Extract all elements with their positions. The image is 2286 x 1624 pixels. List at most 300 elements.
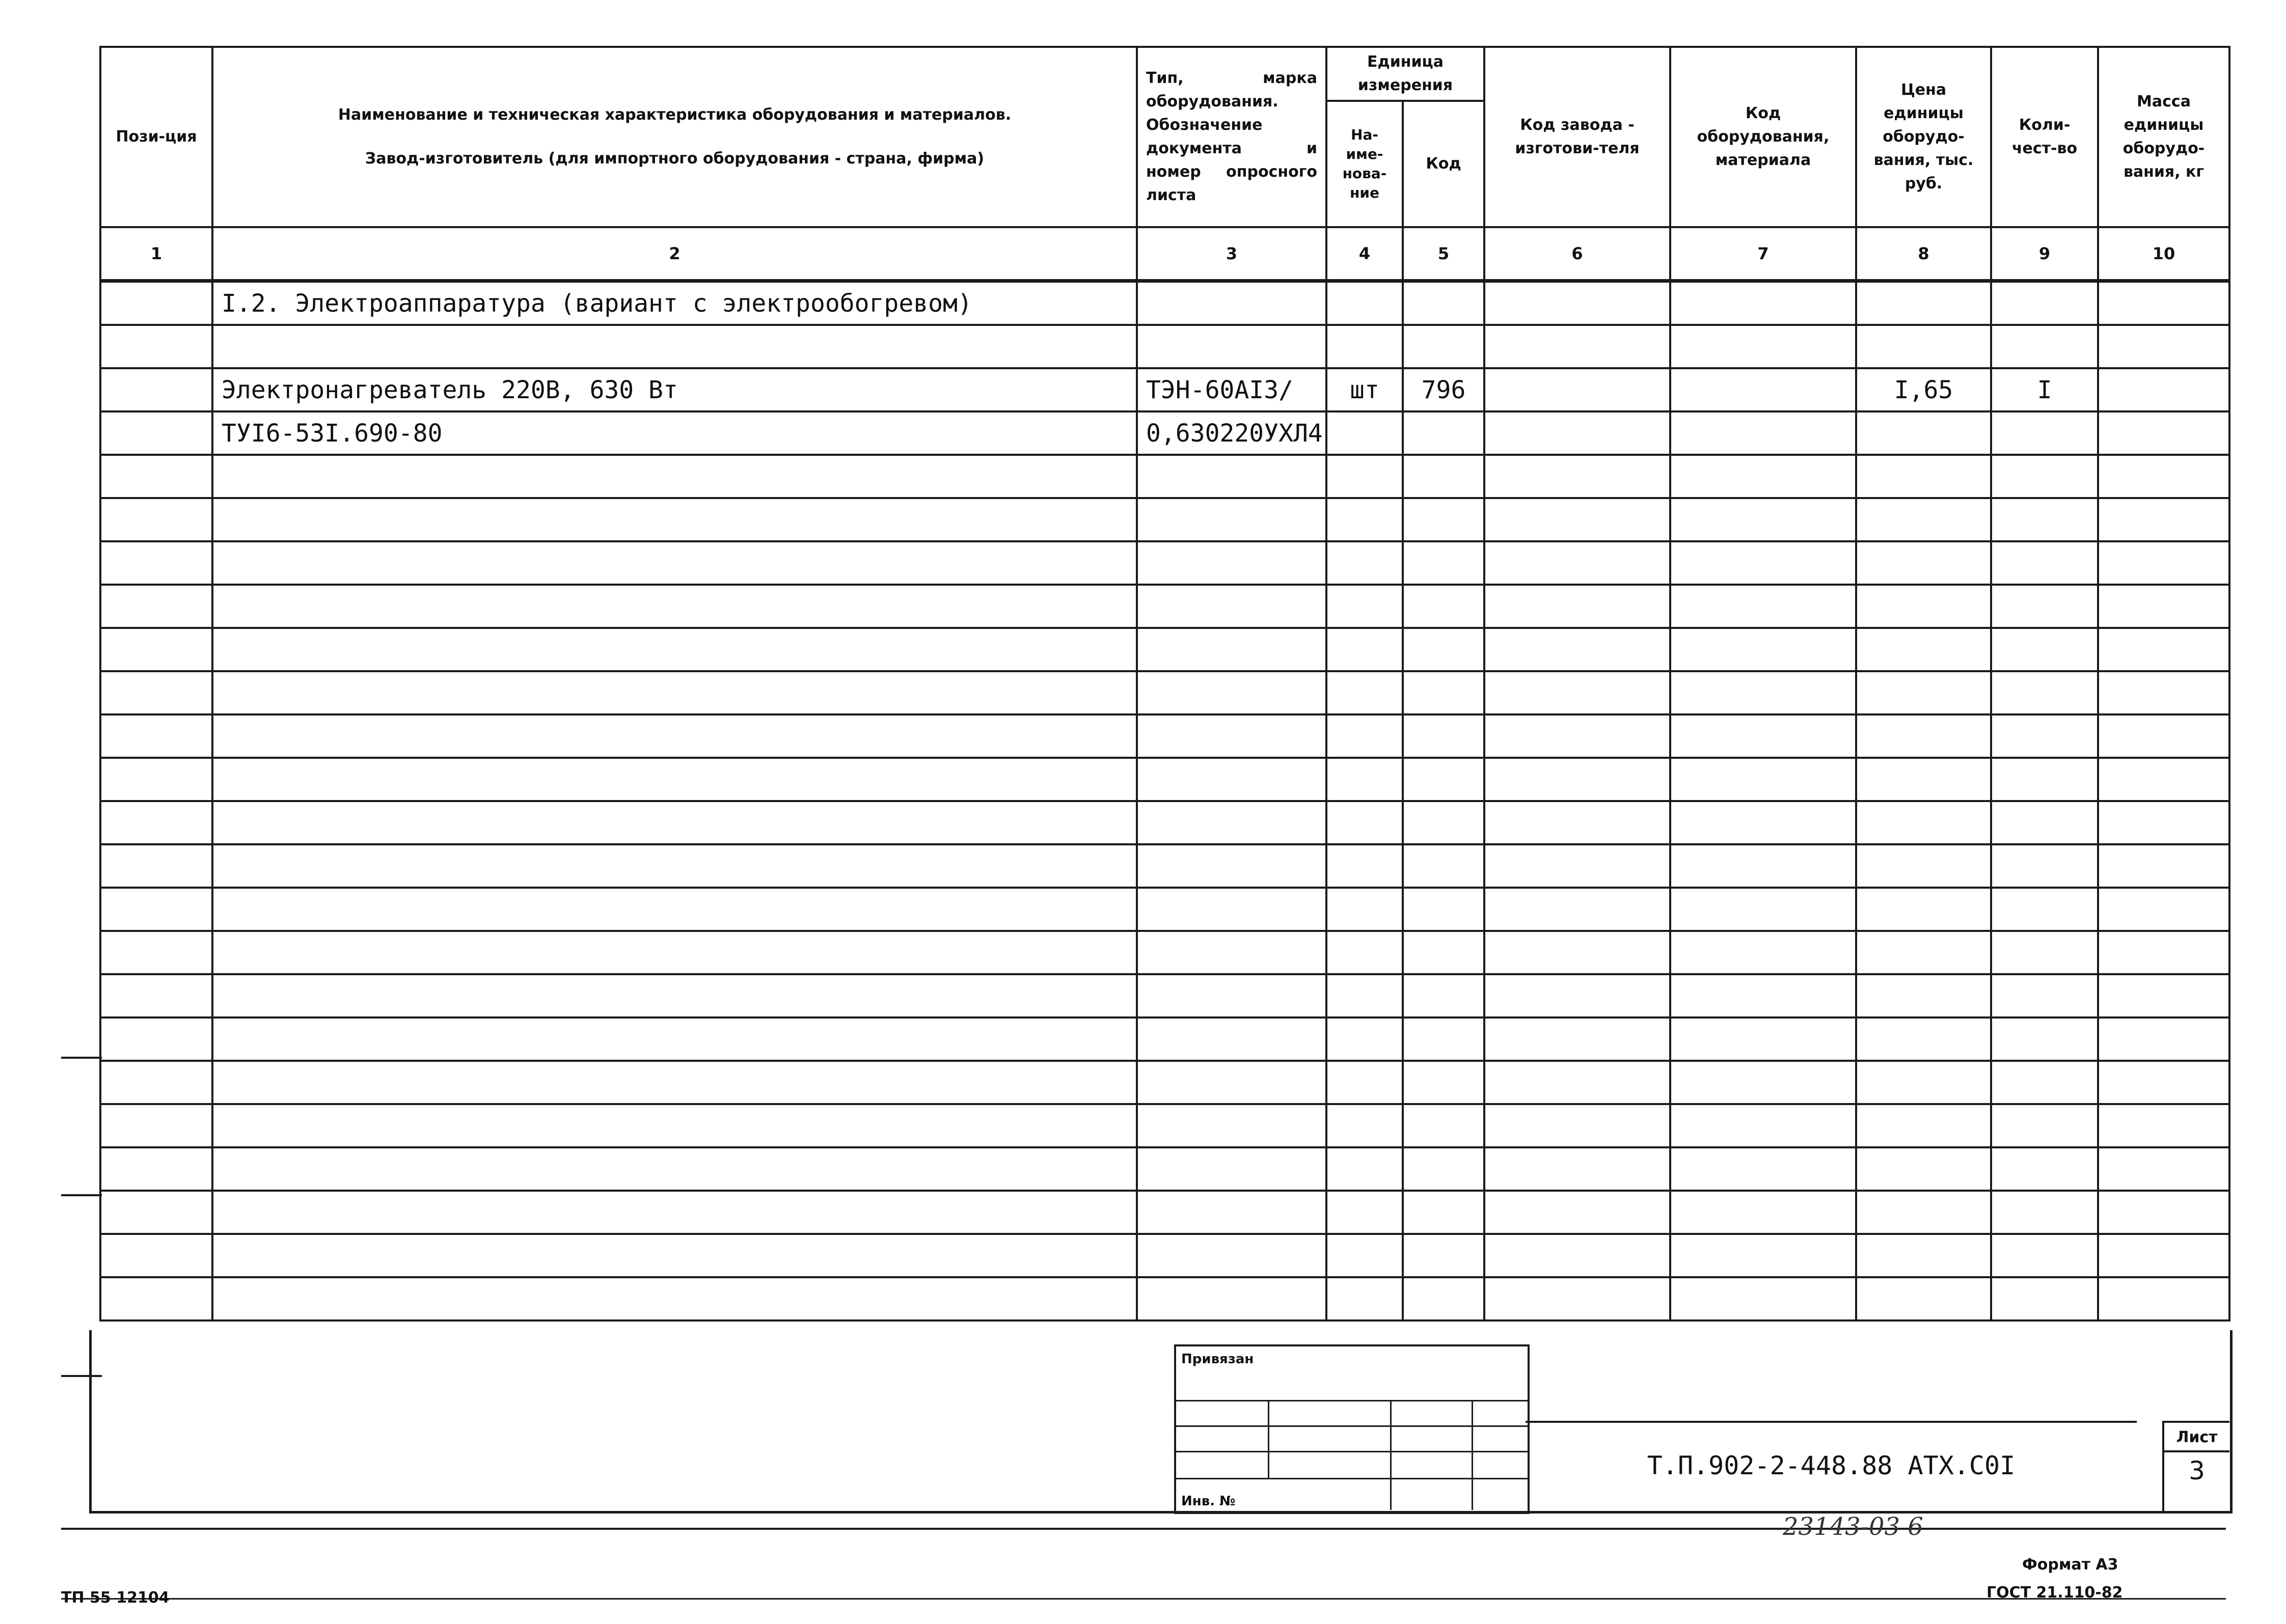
table-row [100,758,2229,801]
stamp-line [1176,1400,1528,1401]
price-cell [1856,801,1991,844]
unit-cell [1326,1017,1403,1061]
stamp-line [1472,1400,1473,1510]
type-cell [1137,1104,1326,1147]
table-row [100,888,2229,931]
inventory-label: Инв. № [1181,1494,1236,1509]
name-cell [212,585,1137,628]
table-row [100,801,2229,844]
unit-code-cell [1403,931,1484,974]
unit-cell [1326,931,1403,974]
factory-code-cell [1484,1104,1670,1147]
stamp-line [1176,1478,1528,1479]
name-cell [212,888,1137,931]
position-cell [100,1061,212,1104]
handwritten-number: 23143-03 6 [1783,1512,1923,1541]
factory-code-cell [1484,1061,1670,1104]
mass-cell [2098,1277,2229,1320]
mass-cell [2098,1017,2229,1061]
type-cell [1137,1061,1326,1104]
unit-cell: шт [1326,368,1403,411]
equipment-code-cell [1670,714,1856,758]
name-cell [212,498,1137,541]
table-row [100,368,2229,411]
header-price: Цена единицы оборудо-вания, тыс. руб. [1856,47,1991,227]
unit-code-cell [1403,888,1484,931]
header-name [212,47,1137,227]
unit-cell [1326,281,1403,325]
unit-cell [1326,455,1403,498]
header-type: Тип, марка оборудования. Обозначение документа и номер опросного листа [1137,47,1326,227]
unit-code-cell [1403,714,1484,758]
unit-cell [1326,714,1403,758]
type-cell [1137,801,1326,844]
mass-cell [2098,368,2229,411]
mass-cell [2098,671,2229,714]
quantity-cell [1991,1061,2098,1104]
unit-code-cell [1403,801,1484,844]
factory-code-cell [1484,541,1670,585]
factory-code-cell [1484,1234,1670,1277]
price-cell [1856,281,1991,325]
factory-code-cell [1484,1017,1670,1061]
sheet-number: 3 [2189,1456,2205,1485]
factory-code-cell [1484,888,1670,931]
position-cell [100,758,212,801]
mass-cell [2098,888,2229,931]
type-cell: 0,630220УХЛ4 [1137,411,1326,455]
type-cell [1137,628,1326,671]
name-cell [212,455,1137,498]
factory-code-cell [1484,801,1670,844]
col-num: 10 [2098,227,2229,281]
unit-cell [1326,888,1403,931]
name-cell [212,1277,1137,1320]
equipment-code-cell [1670,758,1856,801]
unit-cell [1326,1104,1403,1147]
name-cell [212,541,1137,585]
mass-cell [2098,325,2229,368]
name-cell [212,671,1137,714]
mass-cell [2098,1061,2229,1104]
factory-code-cell [1484,1147,1670,1191]
stamp-line [1176,1425,1528,1427]
quantity-cell [1991,411,2098,455]
name-cell [212,1147,1137,1191]
factory-code-cell [1484,585,1670,628]
type-cell [1137,455,1326,498]
price-cell [1856,888,1991,931]
header-factory-code: Код завода - изготови-теля [1484,47,1670,227]
header-name-line2: Завод-изготовитель (для импортного оборудования - страна, фирма) [365,150,985,168]
name-cell [212,628,1137,671]
position-cell [100,541,212,585]
unit-code-cell [1403,325,1484,368]
unit-cell [1326,585,1403,628]
table-row [100,1277,2229,1320]
type-cell: ТЭН-60АI3/ [1137,368,1326,411]
equipment-code-cell [1670,455,1856,498]
quantity-cell: I [1991,368,2098,411]
factory-code-cell [1484,931,1670,974]
equipment-table [99,46,2230,1322]
col-num: 7 [1670,227,1856,281]
table-row [100,1061,2229,1104]
equipment-code-cell [1670,1191,1856,1234]
mass-cell [2098,931,2229,974]
type-cell [1137,1191,1326,1234]
unit-code-cell [1403,498,1484,541]
header-mass: Масса единицы оборудо-вания, кг [2098,47,2229,227]
unit-code-cell [1403,1191,1484,1234]
factory-code-cell [1484,281,1670,325]
factory-code-cell [1484,628,1670,671]
unit-code-cell [1403,281,1484,325]
factory-code-cell [1484,1191,1670,1234]
price-cell [1856,455,1991,498]
header-unit-group: Единица измерения [1326,47,1484,101]
mass-cell [2098,1191,2229,1234]
price-cell [1856,1191,1991,1234]
name-cell [212,1104,1137,1147]
type-cell [1137,974,1326,1017]
position-cell [100,1104,212,1147]
unit-code-cell [1403,1017,1484,1061]
position-cell [100,888,212,931]
price-cell [1856,931,1991,974]
mass-cell [2098,541,2229,585]
quantity-cell [1991,801,2098,844]
factory-code-cell [1484,1277,1670,1320]
stamp-line [1390,1400,1392,1510]
equipment-code-cell [1670,1104,1856,1147]
header-unit-code: Код [1403,101,1484,227]
table-row [100,281,2229,325]
unit-cell [1326,1277,1403,1320]
name-cell [212,974,1137,1017]
col-num: 9 [1991,227,2098,281]
unit-code-cell [1403,671,1484,714]
position-cell [100,974,212,1017]
price-cell [1856,1277,1991,1320]
position-cell [100,714,212,758]
equipment-code-cell [1670,628,1856,671]
mass-cell [2098,758,2229,801]
equipment-code-cell [1670,1234,1856,1277]
price-cell [1856,1104,1991,1147]
type-cell [1137,498,1326,541]
type-cell [1137,325,1326,368]
approval-stamp [1174,1344,1530,1514]
price-cell [1856,671,1991,714]
type-cell [1137,541,1326,585]
position-cell [100,1017,212,1061]
type-cell [1137,714,1326,758]
unit-cell [1326,974,1403,1017]
unit-code-cell [1403,1104,1484,1147]
table-row [100,1147,2229,1191]
factory-code-cell [1484,455,1670,498]
factory-code-cell [1484,325,1670,368]
type-cell [1137,931,1326,974]
quantity-cell [1991,585,2098,628]
mass-cell [2098,1147,2229,1191]
name-cell: ТУI6-53I.690-80 [212,411,1137,455]
table-row [100,1104,2229,1147]
mass-cell [2098,585,2229,628]
equipment-code-cell [1670,974,1856,1017]
equipment-code-cell [1670,325,1856,368]
quantity-cell [1991,498,2098,541]
quantity-cell [1991,628,2098,671]
equipment-code-cell [1670,585,1856,628]
type-cell [1137,1277,1326,1320]
stamp-line [1268,1400,1269,1478]
paper-format: Формат А3 [2022,1556,2118,1574]
table-row [100,498,2229,541]
table-body [100,281,2229,1321]
price-cell: I,65 [1856,368,1991,411]
unit-cell [1326,844,1403,888]
position-cell [100,844,212,888]
price-cell [1856,1234,1991,1277]
table-row [100,844,2229,888]
mass-cell [2098,411,2229,455]
mass-cell [2098,281,2229,325]
table-header [100,47,2229,101]
table-row [100,714,2229,758]
price-cell [1856,1147,1991,1191]
quantity-cell [1991,281,2098,325]
margin-tick [61,1057,102,1059]
factory-code-cell [1484,974,1670,1017]
table-row [100,411,2229,455]
price-cell [1856,1017,1991,1061]
table-row [100,931,2229,974]
mass-cell [2098,714,2229,758]
unit-cell [1326,758,1403,801]
margin-tick [61,1194,102,1196]
position-cell [100,281,212,325]
position-cell [100,325,212,368]
quantity-cell [1991,541,2098,585]
footer-rule [61,1598,2226,1600]
unit-cell [1326,671,1403,714]
unit-cell [1326,541,1403,585]
table-row [100,325,2229,368]
unit-code-cell [1403,628,1484,671]
name-cell: I.2. Электроаппаратура (вариант с электрообогревом) [212,281,1137,325]
gost-reference: ГОСТ 21.110-82 [1986,1584,2123,1602]
mass-cell [2098,1234,2229,1277]
factory-code-cell [1484,411,1670,455]
table-row [100,541,2229,585]
col-num: 8 [1856,227,1991,281]
col-num: 1 [100,227,212,281]
position-cell [100,455,212,498]
table-row [100,628,2229,671]
name-cell [212,758,1137,801]
unit-cell [1326,1191,1403,1234]
table-row [100,455,2229,498]
price-cell [1856,974,1991,1017]
name-cell [212,801,1137,844]
unit-cell [1326,411,1403,455]
name-cell: Электронагреватель 220В, 630 Вт [212,368,1137,411]
col-num: 6 [1484,227,1670,281]
type-cell [1137,671,1326,714]
position-cell [100,671,212,714]
sheet-number-box [2162,1421,2229,1512]
mass-cell [2098,628,2229,671]
quantity-cell [1991,844,2098,888]
mass-cell [2098,1104,2229,1147]
type-cell [1137,844,1326,888]
mass-cell [2098,974,2229,1017]
quantity-cell [1991,325,2098,368]
price-cell [1856,325,1991,368]
position-cell [100,801,212,844]
quantity-cell [1991,1234,2098,1277]
equipment-code-cell [1670,1017,1856,1061]
factory-code-cell [1484,844,1670,888]
price-cell [1856,714,1991,758]
unit-code-cell [1403,541,1484,585]
header-name-line1: Наименование и техническая характеристика оборудования и материалов. [338,106,1012,124]
document-code: Т.П.902-2-448.88 АТХ.С0I [1647,1451,2016,1480]
position-cell [100,1277,212,1320]
position-cell [100,931,212,974]
type-cell [1137,281,1326,325]
factory-code-cell [1484,671,1670,714]
equipment-code-cell [1670,801,1856,844]
name-cell [212,1017,1137,1061]
position-cell [100,1147,212,1191]
table-row [100,1191,2229,1234]
table-row [100,974,2229,1017]
quantity-cell [1991,455,2098,498]
unit-code-cell [1403,758,1484,801]
position-cell [100,628,212,671]
mass-cell [2098,455,2229,498]
name-cell [212,844,1137,888]
factory-code-cell [1484,498,1670,541]
position-cell [100,368,212,411]
price-cell [1856,585,1991,628]
factory-code-cell [1484,368,1670,411]
name-cell [212,1234,1137,1277]
price-cell [1856,498,1991,541]
type-cell [1137,758,1326,801]
quantity-cell [1991,931,2098,974]
equipment-code-cell [1670,498,1856,541]
position-cell [100,411,212,455]
position-cell [100,1191,212,1234]
price-cell [1856,411,1991,455]
unit-code-cell: 796 [1403,368,1484,411]
unit-cell [1326,1234,1403,1277]
quantity-cell [1991,1147,2098,1191]
unit-code-cell [1403,1061,1484,1104]
tp-reference: ТП 55 12104 [61,1589,170,1607]
name-cell [212,1191,1137,1234]
unit-code-cell [1403,974,1484,1017]
equipment-code-cell [1670,281,1856,325]
equipment-code-cell [1670,1061,1856,1104]
price-cell [1856,758,1991,801]
header-quantity: Коли-чест-во [1991,47,2098,227]
quantity-cell [1991,1104,2098,1147]
unit-cell [1326,498,1403,541]
column-number-row [100,227,2229,281]
factory-code-cell [1484,758,1670,801]
position-cell [100,1234,212,1277]
unit-code-cell [1403,1277,1484,1320]
equipment-code-cell [1670,1277,1856,1320]
unit-cell [1326,801,1403,844]
quantity-cell [1991,714,2098,758]
unit-code-cell [1403,455,1484,498]
col-num: 3 [1137,227,1326,281]
quantity-cell [1991,1277,2098,1320]
unit-cell [1326,1061,1403,1104]
table-row [100,585,2229,628]
name-cell [212,325,1137,368]
price-cell [1856,541,1991,585]
equipment-code-cell [1670,888,1856,931]
type-cell [1137,1147,1326,1191]
unit-cell [1326,628,1403,671]
type-cell [1137,585,1326,628]
table-row [100,1017,2229,1061]
col-num: 4 [1326,227,1403,281]
mass-cell [2098,844,2229,888]
equipment-code-cell [1670,368,1856,411]
mass-cell [2098,498,2229,541]
mass-cell [2098,801,2229,844]
unit-code-cell [1403,1234,1484,1277]
table-row [100,671,2229,714]
quantity-cell [1991,671,2098,714]
col-num: 2 [212,227,1137,281]
price-cell [1856,628,1991,671]
unit-code-cell [1403,585,1484,628]
name-cell [212,714,1137,758]
name-cell [212,931,1137,974]
table-row [100,1234,2229,1277]
equipment-code-cell [1670,541,1856,585]
unit-cell [1326,1147,1403,1191]
factory-code-cell [1484,714,1670,758]
header-unit-name: На-име-нова-ние [1326,101,1403,227]
quantity-cell [1991,1191,2098,1234]
col-num: 5 [1403,227,1484,281]
equipment-code-cell [1670,1147,1856,1191]
type-cell [1137,1017,1326,1061]
type-cell [1137,1234,1326,1277]
header-equipment-code: Код оборудования, материала [1670,47,1856,227]
unit-code-cell [1403,844,1484,888]
quantity-cell [1991,758,2098,801]
equipment-code-cell [1670,844,1856,888]
price-cell [1856,844,1991,888]
unit-code-cell [1403,1147,1484,1191]
position-cell [100,498,212,541]
unit-cell [1326,325,1403,368]
stamp-line [1176,1451,1528,1452]
equipment-code-cell [1670,671,1856,714]
header-position: Пози-ция [100,47,212,227]
